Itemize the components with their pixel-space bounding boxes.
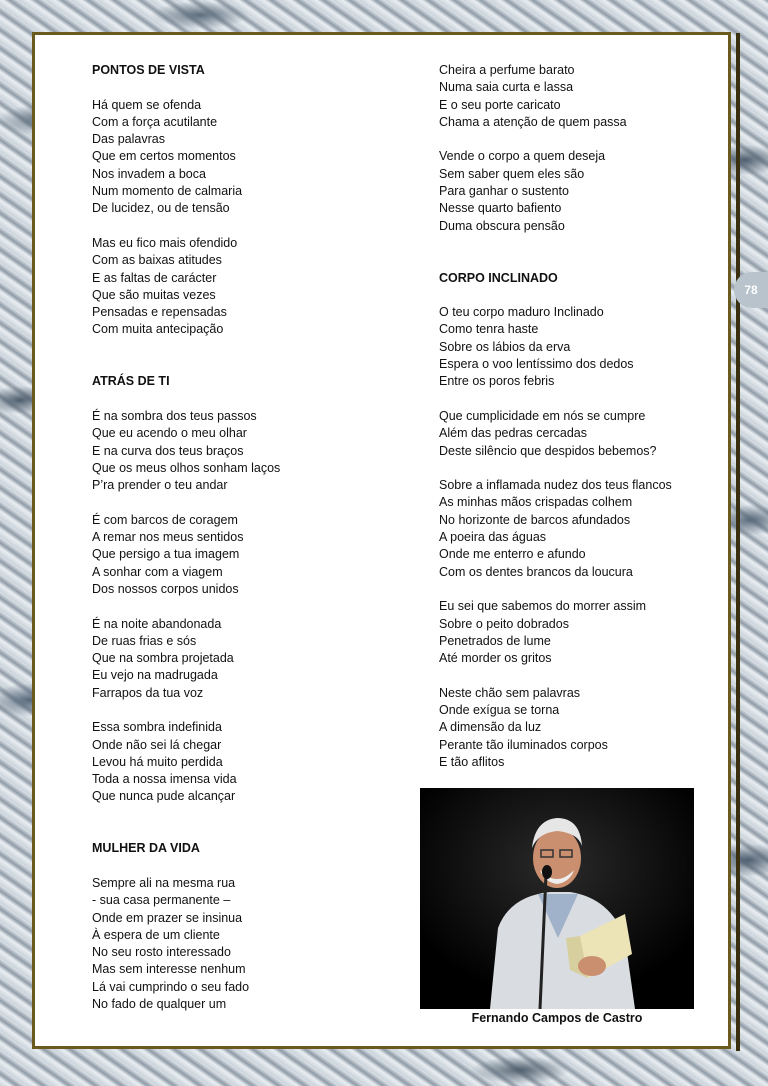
poem-line: De ruas frias e sós — [92, 633, 197, 648]
poem-line: Onde exígua se torna — [439, 702, 560, 717]
poem-line: Há quem se ofenda — [92, 97, 202, 112]
poem-line: As minhas mãos crispadas colhem — [439, 495, 633, 510]
poem-line: Duma obscura pensão — [439, 218, 565, 233]
poem-line: Nos invadem a boca — [92, 166, 206, 181]
poem-line: Para ganhar o sustento — [439, 184, 569, 199]
poem-spacer — [92, 339, 412, 374]
stanza-spacer — [439, 460, 719, 477]
poem-line: Que nunca pude alcançar — [92, 789, 236, 804]
poem-line: Que os meus olhos sonham laços — [92, 460, 281, 475]
poem-line: Sem saber quem eles são — [439, 166, 585, 181]
poem-line: Das palavras — [92, 132, 165, 147]
poem-line: Onde me enterro e afundo — [439, 547, 586, 562]
poem-line: Que são muitas vezes — [92, 287, 216, 302]
poem-line: De lucidez, ou de tensão — [92, 201, 230, 216]
poem-line: Vende o corpo a quem deseja — [439, 149, 606, 164]
stanza-spacer — [92, 702, 412, 719]
poem-line: Com as baixas atitudes — [92, 253, 222, 268]
poem-line: Que cumplicidade em nós se cumpre — [439, 408, 646, 423]
poem-line: Sobre a inflamada nudez dos teus flancos — [439, 478, 672, 493]
poem-line: Com muita antecipação — [92, 322, 224, 337]
poem-line: Pensadas e repensadas — [92, 305, 227, 320]
poem-line: Que na sombra projetada — [92, 651, 234, 666]
stanza-spacer — [92, 218, 412, 235]
poem-line: - sua casa permanente – — [92, 893, 231, 908]
poem-line: O teu corpo maduro Inclinado — [439, 305, 604, 320]
stanza-spacer — [439, 391, 719, 408]
poem-line: E o seu porte caricato — [439, 97, 561, 112]
poem-line: A remar nos meus sentidos — [92, 530, 244, 545]
poem-line: Neste chão sem palavras — [439, 685, 581, 700]
poem-line: No horizonte de barcos afundados — [439, 512, 631, 527]
poem-line: Espera o voo lentíssimo dos dedos — [439, 357, 634, 372]
poem-title: ATRÁS DE TI — [92, 374, 170, 389]
poem-line: A dimensão da luz — [439, 720, 542, 735]
poem-line: Que eu acendo o meu olhar — [92, 426, 247, 441]
left-column — [92, 62, 412, 1013]
poem-title: CORPO INCLINADO — [439, 270, 558, 285]
poem-line: Farrapos da tua voz — [92, 685, 204, 700]
poem-line: Penetrados de lume — [439, 633, 551, 648]
poem-line: É na sombra dos teus passos — [92, 408, 257, 423]
poem-line: Sobre os lábios da erva — [439, 339, 571, 354]
poem-line: Sobre o peito dobrados — [439, 616, 569, 631]
poem-line: É com barcos de coragem — [92, 512, 238, 527]
page-number: 78 — [744, 283, 758, 297]
poem-line: P’ra prender o teu andar — [92, 478, 228, 493]
poem-line: Até morder os gritos — [439, 651, 552, 666]
stanza-spacer — [92, 598, 412, 615]
stanza-spacer — [439, 131, 719, 148]
poem-line: Nesse quarto bafiento — [439, 201, 562, 216]
poem-line: E as faltas de carácter — [92, 270, 217, 285]
poem-title: MULHER DA VIDA — [92, 841, 200, 856]
poem-line: Deste silêncio que despidos bebemos? — [439, 443, 657, 458]
stanza-spacer — [92, 494, 412, 511]
poem-line: Mas sem interesse nenhum — [92, 962, 246, 977]
poem-line: No seu rosto interessado — [92, 945, 231, 960]
page-number-tab — [734, 272, 768, 308]
poem-line: Que em certos momentos — [92, 149, 236, 164]
title-spacer — [439, 287, 719, 304]
poem-line: Eu vejo na madrugada — [92, 668, 218, 683]
title-spacer — [92, 391, 412, 408]
poem-line: Que persigo a tua imagem — [92, 547, 240, 562]
poem-line: Entre os poros febris — [439, 374, 555, 389]
poem-line: Sempre ali na mesma rua — [92, 875, 236, 890]
poem-line: Além das pedras cercadas — [439, 426, 587, 441]
poem-line: Perante tão iluminados corpos — [439, 737, 608, 752]
poem-line: É na noite abandonada — [92, 616, 222, 631]
poem-title: PONTOS DE VISTA — [92, 63, 205, 77]
poem-line: E na curva dos teus braços — [92, 443, 244, 458]
poem-line: Mas eu fico mais ofendido — [92, 235, 238, 250]
poem-line: Como tenra haste — [439, 322, 539, 337]
poem-line: E tão aflitos — [439, 754, 505, 769]
stanza-spacer — [439, 667, 719, 684]
poem-line: Levou há muito perdida — [92, 754, 223, 769]
poem-line: Num momento de calmaria — [92, 184, 243, 199]
poem-line: Chama a atenção de quem passa — [439, 114, 627, 129]
poem-line: Dos nossos corpos unidos — [92, 581, 239, 596]
poem-spacer — [92, 806, 412, 841]
stanza-spacer — [439, 581, 719, 598]
poem-line: Com a força acutilante — [92, 114, 218, 129]
poem-line: À espera de um cliente — [92, 927, 220, 942]
title-spacer — [92, 79, 412, 96]
title-spacer — [92, 858, 412, 875]
poem-line: Onde não sei lá chegar — [92, 737, 222, 752]
poem-line: Cheira a perfume barato — [439, 63, 575, 77]
photo-caption: Fernando Campos de Castro — [471, 1011, 643, 1025]
poem-line: Onde em prazer se insinua — [92, 910, 243, 925]
poem-spacer — [439, 235, 719, 270]
page-edge — [736, 33, 740, 1051]
poem-line: Numa saia curta e lassa — [439, 80, 574, 95]
poem-line: Com os dentes brancos da loucura — [439, 564, 633, 579]
author-photo-illustration — [420, 788, 694, 1009]
poem-line: A poeira das águas — [439, 530, 547, 545]
right-column — [439, 62, 719, 771]
poem-line: No fado de qualquer um — [92, 997, 227, 1012]
poem-line: Essa sombra indefinida — [92, 720, 222, 735]
author-photo — [420, 788, 694, 1009]
poem-line: A sonhar com a viagem — [92, 564, 223, 579]
poem-line: Toda a nossa imensa vida — [92, 772, 237, 787]
poem-line: Lá vai cumprindo o seu fado — [92, 979, 250, 994]
poem-line: Eu sei que sabemos do morrer assim — [439, 599, 647, 614]
